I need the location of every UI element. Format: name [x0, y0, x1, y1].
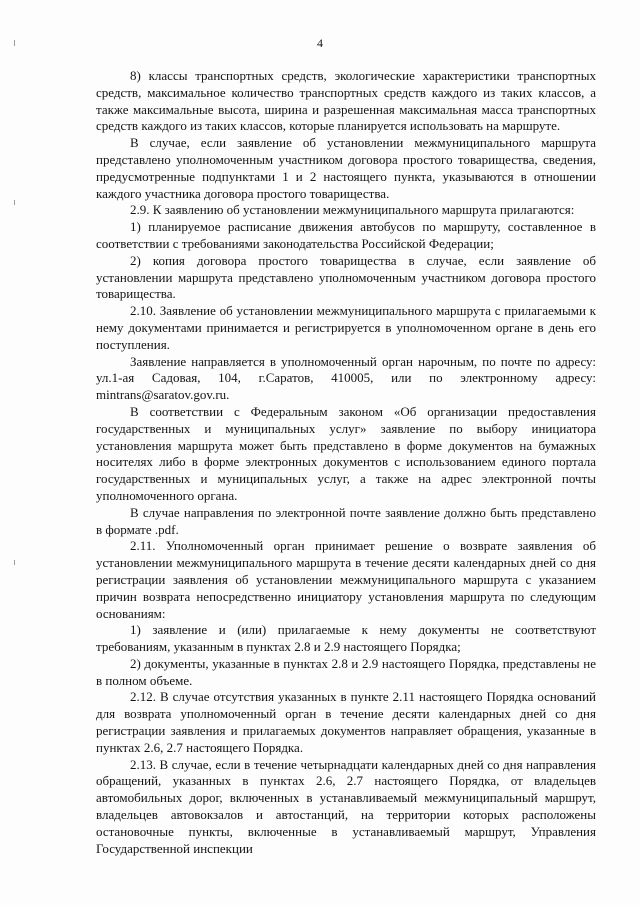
paragraph: 1) планируемое расписание движения автобусов по маршруту, составленное в соответствии с требованиями законодательства Российской Федерации;	[96, 219, 596, 251]
paragraph: В соответствии с Федеральным законом «Об организации предоставления государственных и муниципальных услуг» заявление по выбору инициатора установления маршрута может быть представлено в форме документов на бумажных носителях либо в форме электронных документов с использованием единого портала государственных и муниципальных услуг, а также на адрес электронной почты уполномоченного органа.	[96, 403, 596, 503]
paragraph: 2) документы, указанные в пунктах 2.8 и 2.9 настоящего Порядка, представлены не в полном объеме.	[96, 655, 596, 688]
paragraph: 2.10. Заявление об установлении межмуниципального маршрута с прилагаемыми к нему документами принимается и регистрируется в уполномоченном органе в день его поступления.	[96, 303, 596, 352]
paragraph: 8) классы транспортных средств, экологические характеристики транспортных средств, максимальное количество транспортных средств каждого из таких классов, а также максимальные высота, ширина и разрешенная максимальная масса транспортных средств каждого из таких классов, которые планируется использовать на маршруте.	[96, 68, 596, 134]
paragraph: В случае направления по электронной почте заявление должно быть представлено в формате .pdf.	[96, 504, 596, 537]
paragraph: 2.13. В случае, если в течение четырнадцати календарных дней со дня направления обращений, указанных в пунктах 2.6, 2.7 настоящего Порядка, от владельцев автомобильных дорог, включенных в устанавливаемый межмуниципальный маршрут, владельцев автовокзалов и автостанций, на территории которых расположены остановочные пункты, включенные в устанавливаемый маршрут, Управления Государственной инспекции	[96, 756, 596, 856]
paragraph: Заявление направляется в уполномоченный орган нарочным, по почте по адресу: ул.1-ая Садовая, 104, г.Саратов, 410005, или по электронному адресу: mintrans@saratov.gov.ru.	[96, 353, 596, 403]
paragraph: В случае, если заявление об установлении межмуниципального маршрута представлено уполномоченным участником договора простого товарищества, сведения, предусмотренные подпунктами 1 и 2 настоящего пункта, указываются в отношении каждого участника договора простого товарищества.	[96, 135, 596, 201]
paragraph: 2.11. Уполномоченный орган принимает решение о возврате заявления об установлении межмуниципального маршрута в течение десяти календарных дней со дня регистрации заявления об установлении межмуниципального маршрута с указанием причин возврата непосредственно инициатору установления маршрута по следующим основаниям:	[96, 538, 596, 621]
scan-edge-mark	[14, 200, 15, 205]
paragraph: 2.9. К заявлению об установлении межмуниципального маршрута прилагаются:	[130, 202, 575, 218]
paragraph: 2.12. В случае отсутствия указанных в пункте 2.11 настоящего Порядка оснований для возврата уполномоченный орган в течение десяти календарных дней со дня регистрации заявления и прилагаемых документов направляет обращения, указанные в пунктах 2.6, 2.7 настоящего Порядка.	[96, 689, 596, 755]
paragraph: 1) заявление и (или) прилагаемые к нему документы не соответствуют требованиям, указанным в пунктах 2.8 и 2.9 настоящего Порядка;	[96, 622, 596, 655]
document-body	[96, 68, 596, 857]
scan-edge-mark	[14, 560, 15, 565]
paragraph: 2) копия договора простого товарищества в случае, если заявление об установлении маршрута представлено уполномоченным участником договора простого товарищества.	[96, 252, 596, 302]
page-number: 4	[317, 36, 323, 50]
